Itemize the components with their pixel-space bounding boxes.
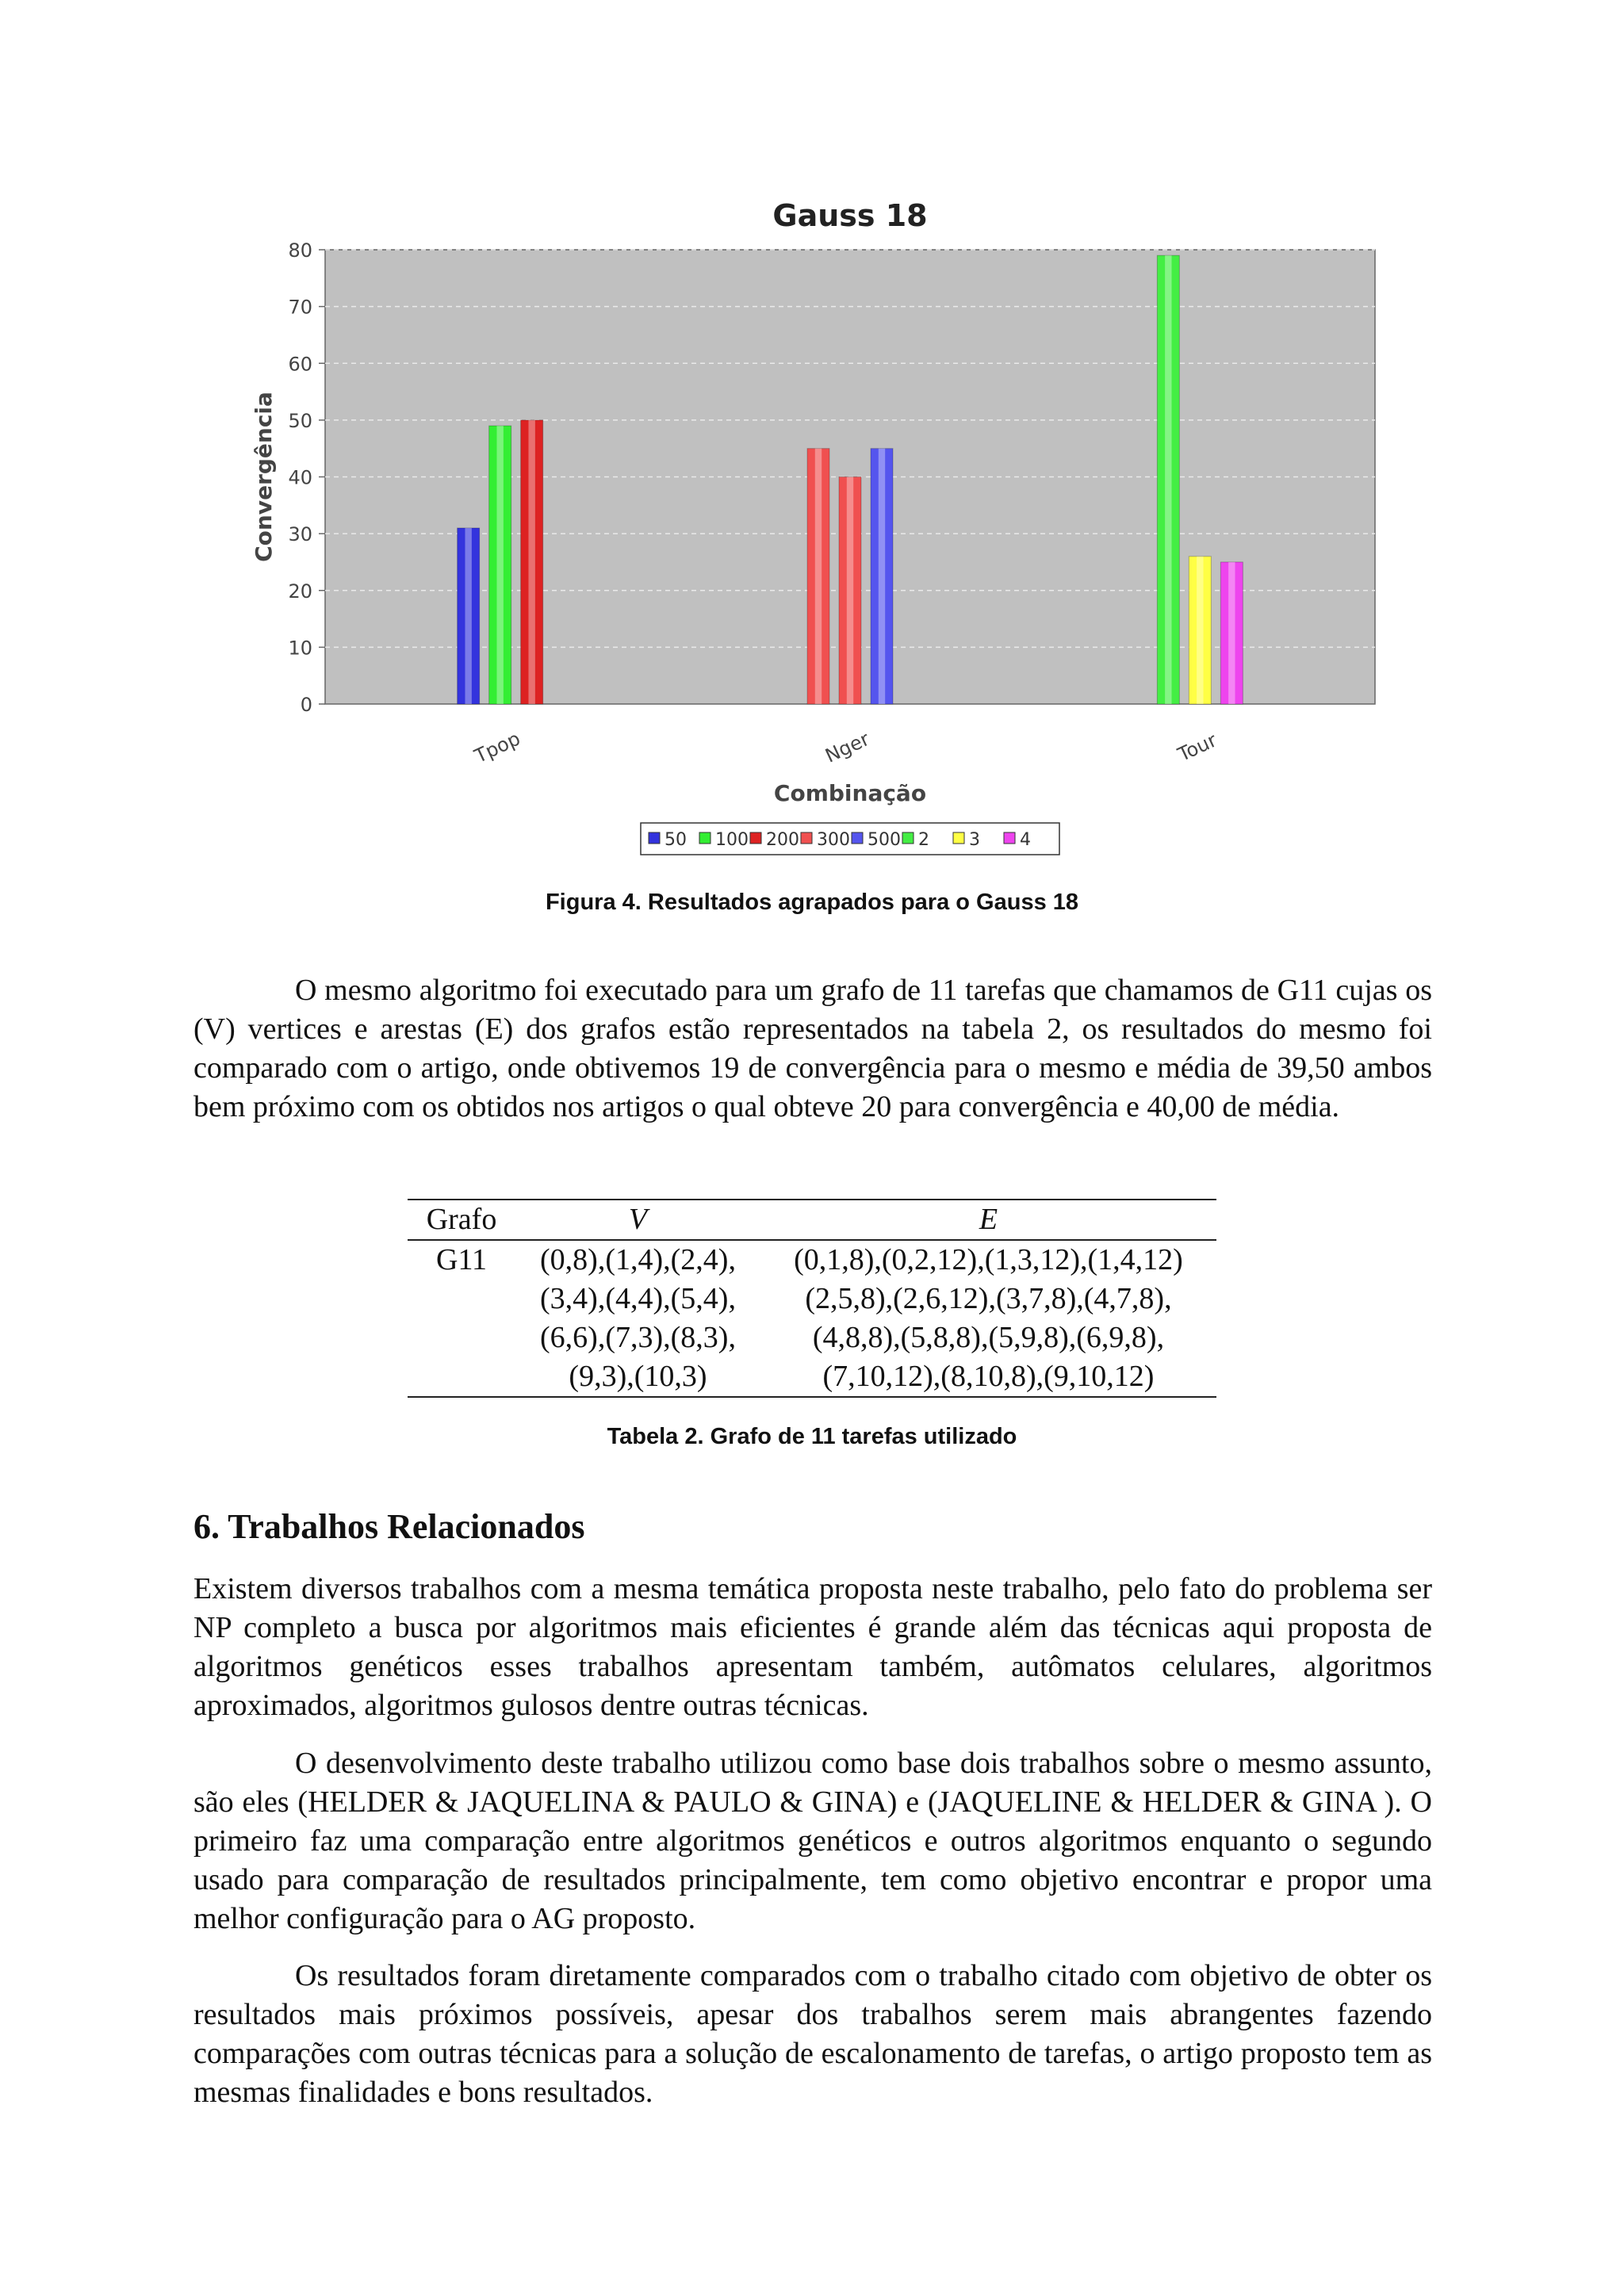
x-axis-label: Combinação bbox=[773, 780, 927, 806]
v-line: (0,8),(1,4),(2,4), bbox=[540, 1243, 736, 1276]
e-line: (0,1,8),(0,2,12),(1,3,12),(1,4,12) bbox=[794, 1243, 1183, 1276]
legend-label-200: 200 bbox=[766, 830, 799, 850]
y-tick-label: 70 bbox=[288, 296, 312, 319]
graph-table bbox=[408, 1199, 1216, 1398]
table-caption: Tabela 2. Grafo de 11 tarefas utilizado bbox=[607, 1424, 1017, 1449]
x-tick-label: Tour bbox=[1174, 729, 1220, 767]
table-header-v: V bbox=[515, 1200, 760, 1240]
section-heading: 6. Trabalhos Relacionados bbox=[193, 1507, 585, 1546]
legend-label-300: 300 bbox=[817, 830, 850, 850]
legend-label-2: 2 bbox=[918, 830, 929, 850]
legend-label-100: 100 bbox=[715, 830, 749, 850]
bar-highlight bbox=[1165, 255, 1171, 704]
bar-highlight bbox=[879, 449, 885, 704]
v-line: (9,3),(10,3) bbox=[569, 1360, 707, 1393]
legend-label-500: 500 bbox=[868, 830, 901, 850]
legend-swatch-2 bbox=[902, 832, 914, 844]
y-tick-label: 50 bbox=[288, 409, 312, 432]
table-header-e: E bbox=[760, 1200, 1216, 1240]
table-row bbox=[408, 1240, 1216, 1397]
bar-highlight bbox=[1197, 557, 1203, 704]
v-line: (3,4),(4,4),(5,4), bbox=[540, 1282, 736, 1315]
table-cell-grafo: G11 bbox=[408, 1240, 515, 1397]
e-line: (4,8,8),(5,8,8),(5,9,8),(6,9,8), bbox=[812, 1321, 1165, 1354]
y-axis-label: Convergência bbox=[251, 392, 277, 562]
bar-chart bbox=[238, 182, 1396, 864]
bar-highlight bbox=[465, 528, 471, 704]
y-tick-label: 40 bbox=[288, 466, 312, 489]
table-cell-v bbox=[515, 1240, 760, 1397]
y-tick-label: 80 bbox=[288, 239, 312, 262]
y-tick-label: 60 bbox=[288, 353, 312, 376]
e-line: (2,5,8),(2,6,12),(3,7,8),(4,7,8), bbox=[805, 1282, 1172, 1315]
paragraph-related-1: Existem diversos trabalhos com a mesma temática proposta neste trabalho, pelo fato do problema ser NP completo a busca por algoritmos mais eficientes é grande além das técnicas aqui proposta de algoritmos genéticos esses trabalhos apresentam também, autômatos celulares, algoritmos aproximados, algoritmos gulosos dentre outras técnicas. bbox=[193, 1572, 1432, 1722]
x-tick-label: Tpop bbox=[471, 727, 524, 768]
legend-swatch-300 bbox=[801, 832, 812, 844]
bar-highlight bbox=[847, 477, 853, 705]
paragraph-results: O mesmo algoritmo foi executado para um grafo de 11 tarefas que chamamos de G11 cujas os (V) vertices e arestas (E) dos grafos estão representados na tabela 2, os resultados do mesmo foi comparado com o artigo, onde obtivemos 19 de convergência para o mesmo e média de 39,50 ambos bem próximo com os obtidos nos artigos o qual obteve 20 para convergência e 40,00 de média. bbox=[193, 974, 1432, 1123]
y-tick-label: 0 bbox=[300, 694, 312, 716]
y-tick-label: 30 bbox=[288, 523, 312, 546]
table-header-grafo: Grafo bbox=[408, 1200, 515, 1240]
bar-highlight bbox=[1228, 562, 1235, 704]
legend-label-4: 4 bbox=[1020, 830, 1031, 850]
legend-swatch-200 bbox=[750, 832, 761, 844]
bar-highlight bbox=[496, 426, 503, 704]
e-line: (7,10,12),(8,10,8),(9,10,12) bbox=[822, 1360, 1155, 1393]
legend-swatch-3 bbox=[953, 832, 964, 844]
x-tick-label: Nger bbox=[822, 727, 873, 767]
legend-label-3: 3 bbox=[969, 830, 980, 850]
figure-caption: Figura 4. Resultados agrapados para o Gauss 18 bbox=[545, 890, 1079, 915]
v-line: (6,6),(7,3),(8,3), bbox=[540, 1321, 736, 1354]
table-cell-e bbox=[760, 1240, 1216, 1397]
y-tick-label: 20 bbox=[288, 580, 312, 603]
paragraph-related-2: O desenvolvimento deste trabalho utilizou como base dois trabalhos sobre o mesmo assunto, são eles (HELDER & JAQUELINA & PAULO & GINA) e (JAQUELINE & HELDER & GINA ). O primeiro faz uma comparação entre algoritmos genéticos e outros algoritmos enquanto o segundo usado para comparação de resultados principalmente, tem como objetivo encontrar e propor uma melhor configuração para o AG proposto. bbox=[193, 1747, 1432, 1935]
bar-highlight bbox=[528, 420, 534, 704]
legend-swatch-500 bbox=[852, 832, 863, 844]
legend-swatch-100 bbox=[699, 832, 710, 844]
legend-swatch-50 bbox=[649, 832, 660, 844]
legend-swatch-4 bbox=[1004, 832, 1015, 844]
legend-label-50: 50 bbox=[665, 830, 687, 850]
chart-title: Gauss 18 bbox=[772, 198, 928, 233]
paragraph-related-3: Os resultados foram diretamente comparados com o trabalho citado com objetivo de obter os resultados mais próximos possíveis, apesar dos trabalhos serem mais abrangentes fazendo comparações com outras técnicas para a solução de escalonamento de tarefas, o artigo proposto tem as mesmas finalidades e bons resultados. bbox=[193, 1959, 1432, 2109]
bar-highlight bbox=[815, 449, 822, 704]
y-tick-label: 10 bbox=[288, 637, 312, 660]
